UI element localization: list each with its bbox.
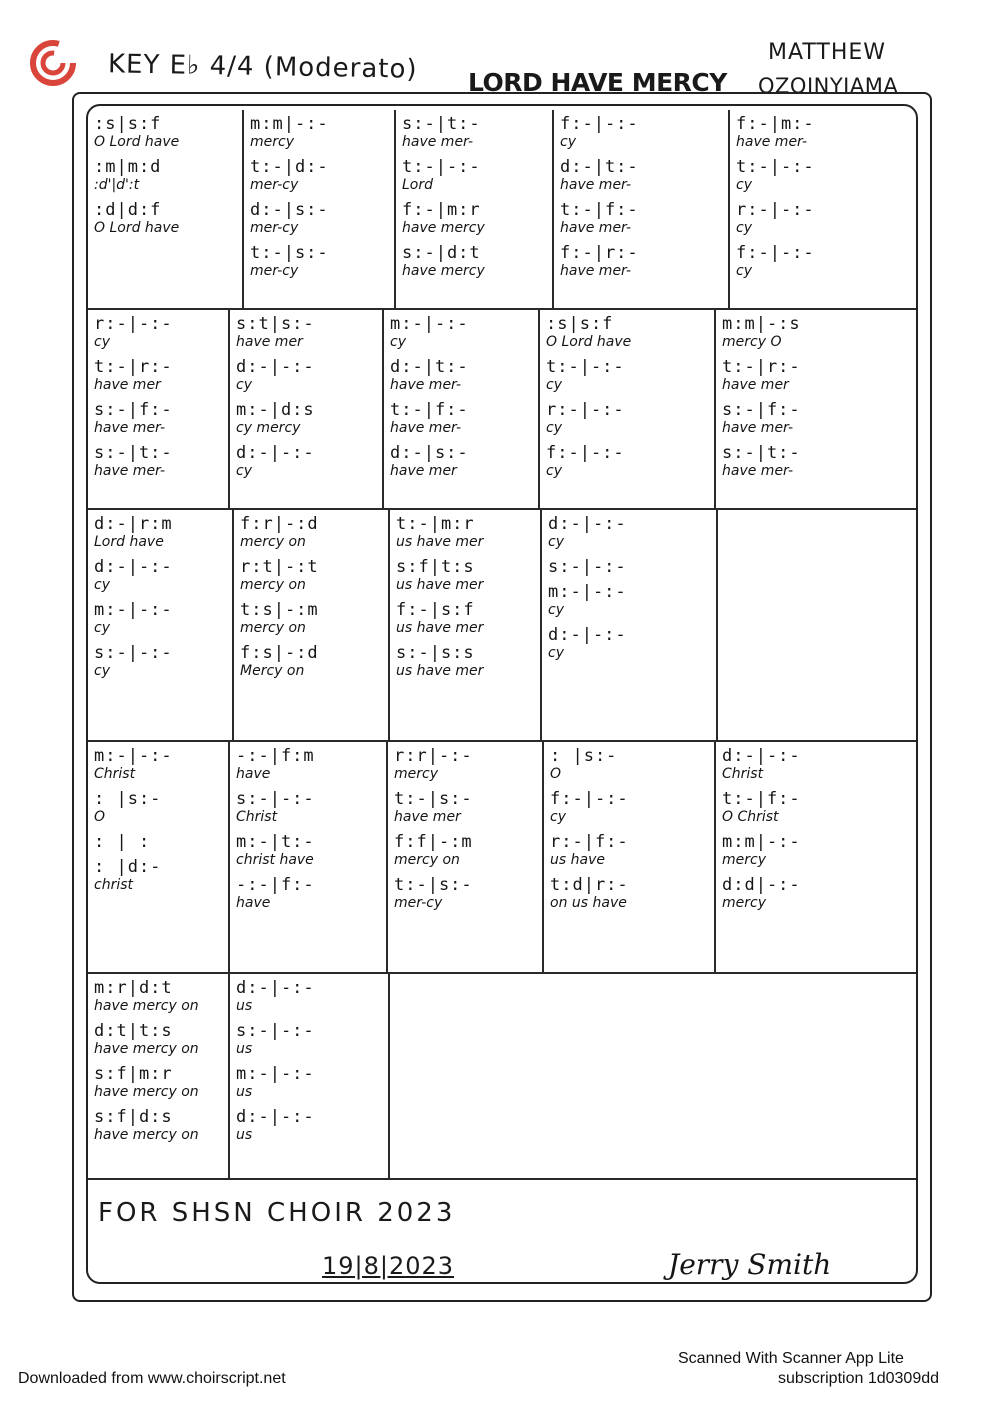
lyric-text: have mercy on xyxy=(94,1084,199,1100)
lyric-text: have xyxy=(236,766,271,782)
lyric-text: have mer xyxy=(390,463,457,479)
solfa-notes: d:-|s:- xyxy=(390,443,469,463)
lyric-text: cy xyxy=(548,645,564,661)
lyric-text: Christ xyxy=(722,766,764,782)
solfa-notes: t:-|s:- xyxy=(394,875,473,895)
solfa-notes: s:-|f:- xyxy=(722,400,801,420)
solfa-notes: f:r|-:d xyxy=(240,514,319,534)
solfa-notes: t:-|m:r xyxy=(396,514,475,534)
solfa-notes: f:-|m:- xyxy=(736,114,815,134)
solfa-notes: f:-|m:r xyxy=(402,200,481,220)
date: 19|8|2023 xyxy=(322,1252,455,1280)
lyric-text: O Christ xyxy=(722,809,779,825)
measure-cell xyxy=(88,310,230,508)
lyric-text: cy xyxy=(546,377,562,393)
solfa-notes: s:-|-:- xyxy=(94,643,173,663)
solfa-notes: f:-|-:- xyxy=(550,789,629,809)
measure-cell xyxy=(544,742,716,972)
lyric-text: cy xyxy=(390,334,406,350)
key-signature-line: KEY E♭ 4/4 (Moderato) xyxy=(107,49,418,85)
lyric-text: cy xyxy=(736,263,752,279)
lyric-text: us have xyxy=(550,852,605,868)
lyric-text: Christ xyxy=(236,809,278,825)
solfa-notes: : |d:- xyxy=(94,857,162,877)
solfa-notes: t:-|-:- xyxy=(402,157,481,177)
lyric-text: cy xyxy=(560,134,576,150)
lyric-text: us have mer xyxy=(396,663,484,679)
solfa-notes: d:-|r:m xyxy=(94,514,173,534)
solfa-notes: r:-|f:- xyxy=(550,832,629,852)
measure-cell xyxy=(230,310,384,508)
lyric-text: Mercy on xyxy=(240,663,305,679)
lyric-text: cy xyxy=(236,377,252,393)
solfa-notes: m:-|t:- xyxy=(236,832,315,852)
lyric-text: O Lord have xyxy=(546,334,632,350)
song-title: LORD HAVE MERCY xyxy=(468,68,727,97)
lyric-text: have mercy xyxy=(402,220,485,236)
solfa-notes: t:-|r:- xyxy=(94,357,173,377)
lyric-text: cy xyxy=(236,463,252,479)
solfa-notes: d:-|-:- xyxy=(236,443,315,463)
lyric-text: mercy xyxy=(250,134,294,150)
lyric-text: have mer- xyxy=(402,134,474,150)
lyric-text: O xyxy=(94,809,106,825)
lyric-text: Lord xyxy=(402,177,434,193)
solfa-notes: f:-|-:- xyxy=(546,443,625,463)
solfa-notes: -:-|f:m xyxy=(236,746,315,766)
measure-cell xyxy=(554,110,730,308)
measure-cell xyxy=(388,742,544,972)
lyric-text: O Lord have xyxy=(94,220,180,236)
download-credit: Downloaded from www.choirscript.net xyxy=(18,1370,286,1387)
solfa-notes: d:-|-:- xyxy=(236,357,315,377)
solfa-notes: t:d|r:- xyxy=(550,875,629,895)
solfa-notes: s:-|t:- xyxy=(94,443,173,463)
solfa-notes: d:-|t:- xyxy=(390,357,469,377)
solfa-notes: m:m|-:- xyxy=(722,832,801,852)
solfa-notes: s:-|f:- xyxy=(94,400,173,420)
measure-cell xyxy=(384,310,540,508)
lyric-text: have mer- xyxy=(722,463,794,479)
solfa-notes: m:m|-:- xyxy=(250,114,329,134)
score-row xyxy=(88,110,916,310)
lyric-text: cy xyxy=(548,534,564,550)
lyric-text: mer-cy xyxy=(394,895,443,911)
lyric-text: us have mer xyxy=(396,620,484,636)
solfa-notes: t:-|-:- xyxy=(736,157,815,177)
lyric-text: have mercy xyxy=(402,263,485,279)
solfa-notes: t:-|r:- xyxy=(722,357,801,377)
lyric-text: us xyxy=(236,1041,253,1057)
lyric-text: cy xyxy=(736,220,752,236)
solfa-notes: t:-|d:- xyxy=(250,157,329,177)
solfa-notes: s:-|d:t xyxy=(402,243,481,263)
lyric-text: have mercy on xyxy=(94,998,199,1014)
solfa-notes: t:-|s:- xyxy=(250,243,329,263)
solfa-notes: t:-|f:- xyxy=(560,200,639,220)
solfa-notes: s:-|-:- xyxy=(236,789,315,809)
solfa-notes: t:-|s:- xyxy=(394,789,473,809)
footer-divider xyxy=(88,1178,916,1180)
lyric-text: mercy xyxy=(722,852,766,868)
solfa-notes: s:f|t:s xyxy=(396,557,475,577)
choir-dedication: FOR SHSN CHOIR 2023 xyxy=(98,1198,456,1228)
lyric-text: have mer- xyxy=(560,220,632,236)
lyric-text: cy xyxy=(94,577,110,593)
lyric-text: have mer- xyxy=(560,177,632,193)
solfa-notes: r:-|-:- xyxy=(736,200,815,220)
solfa-notes: f:-|s:f xyxy=(396,600,475,620)
signature: Jerry Smith xyxy=(668,1248,832,1281)
composer-last-name: OZOINYIAMA xyxy=(758,74,899,98)
lyric-text: on us have xyxy=(550,895,627,911)
scanner-subscription: subscription 1d0309dd xyxy=(778,1370,940,1387)
lyric-text: us xyxy=(236,998,253,1014)
lyric-text: christ xyxy=(94,877,133,893)
solfa-notes: :s|s:f xyxy=(546,314,614,334)
lyric-text: mercy on xyxy=(394,852,460,868)
lyric-text: have mer- xyxy=(736,134,808,150)
solfa-notes: d:t|t:s xyxy=(94,1021,173,1041)
solfa-notes: m:-|-:- xyxy=(94,600,173,620)
measure-cell xyxy=(540,310,716,508)
scanner-credit: Scanned With Scanner App Lite xyxy=(678,1350,904,1367)
solfa-notes: r:r|-:- xyxy=(394,746,473,766)
solfa-notes: s:-|-:- xyxy=(236,1021,315,1041)
solfa-notes: s:f|m:r xyxy=(94,1064,173,1084)
solfa-notes: d:-|-:- xyxy=(548,514,627,534)
score-row xyxy=(88,310,916,510)
measure-cell xyxy=(88,742,230,972)
choirscript-logo-icon xyxy=(28,38,78,88)
lyric-text: cy xyxy=(548,602,564,618)
solfa-notes: t:s|-:m xyxy=(240,600,319,620)
solfa-notes: d:-|-:- xyxy=(236,1107,315,1127)
lyric-text: cy xyxy=(736,177,752,193)
solfa-notes: r:-|-:- xyxy=(546,400,625,420)
solfa-notes: d:-|t:- xyxy=(560,157,639,177)
solfa-notes: :m|m:d xyxy=(94,157,162,177)
solfa-notes: s:-|t:- xyxy=(722,443,801,463)
lyric-text: mercy xyxy=(394,766,438,782)
lyric-text: have mer xyxy=(722,377,789,393)
lyric-text: mer-cy xyxy=(250,220,299,236)
measure-cell xyxy=(730,110,916,308)
solfa-notes: -:-|f:- xyxy=(236,875,315,895)
solfa-notes: t:-|f:- xyxy=(390,400,469,420)
lyric-text: Lord have xyxy=(94,534,164,550)
lyric-text: mercy O xyxy=(722,334,782,350)
lyric-text: cy xyxy=(546,463,562,479)
solfa-notes: r:t|-:t xyxy=(240,557,319,577)
lyric-text: cy mercy xyxy=(236,420,301,436)
lyric-text: cy xyxy=(94,663,110,679)
solfa-notes: t:-|-:- xyxy=(546,357,625,377)
solfa-notes: d:-|-:- xyxy=(94,557,173,577)
lyric-text: have xyxy=(236,895,271,911)
solfa-notes: :d|d:f xyxy=(94,200,162,220)
solfa-notes: s:f|d:s xyxy=(94,1107,173,1127)
measure-cell xyxy=(396,110,554,308)
lyric-text: us xyxy=(236,1127,253,1143)
solfa-notes: f:-|r:- xyxy=(560,243,639,263)
lyric-text: have mer xyxy=(236,334,303,350)
lyric-text: us have mer xyxy=(396,577,484,593)
solfa-notes: d:-|-:- xyxy=(722,746,801,766)
solfa-notes: d:-|s:- xyxy=(250,200,329,220)
solfa-notes: f:s|-:d xyxy=(240,643,319,663)
lyric-text: have mer- xyxy=(560,263,632,279)
lyric-text: O Lord have xyxy=(94,134,180,150)
solfa-notes: m:r|d:t xyxy=(94,978,173,998)
measure-cell xyxy=(88,110,244,308)
lyric-text: cy xyxy=(546,420,562,436)
solfa-notes: t:-|f:- xyxy=(722,789,801,809)
measure-cell xyxy=(230,974,390,1178)
lyric-text: have mer- xyxy=(94,463,166,479)
solfa-notes: s:t|s:- xyxy=(236,314,315,334)
solfa-notes: m:-|-:- xyxy=(94,746,173,766)
lyric-text: O xyxy=(550,766,562,782)
solfa-notes: f:-|-:- xyxy=(560,114,639,134)
lyric-text: mercy on xyxy=(240,620,306,636)
solfa-notes: m:m|-:s xyxy=(722,314,801,334)
solfa-notes: s:-|-:- xyxy=(548,557,627,577)
solfa-notes: s:-|s:s xyxy=(396,643,475,663)
solfa-notes: r:-|-:- xyxy=(94,314,173,334)
solfa-notes: f:f|-:m xyxy=(394,832,473,852)
solfa-notes: d:-|-:- xyxy=(548,625,627,645)
measure-cell xyxy=(542,510,718,740)
lyric-text: christ have xyxy=(236,852,314,868)
solfa-notes: :s|s:f xyxy=(94,114,162,134)
score-row xyxy=(88,510,916,742)
measure-cell xyxy=(716,742,916,972)
lyric-text: mercy on xyxy=(240,577,306,593)
lyric-text: have mercy on xyxy=(94,1127,199,1143)
measure-cell xyxy=(718,510,916,740)
solfa-notes: d:-|-:- xyxy=(236,978,315,998)
lyric-text: mercy on xyxy=(240,534,306,550)
lyric-text: cy xyxy=(94,334,110,350)
lyric-text: Christ xyxy=(94,766,136,782)
solfa-notes: m:-|-:- xyxy=(236,1064,315,1084)
solfa-notes: m:-|d:s xyxy=(236,400,315,420)
lyric-text: have mer- xyxy=(390,377,462,393)
lyric-text: have mer- xyxy=(94,420,166,436)
lyric-text: mer-cy xyxy=(250,263,299,279)
lyric-text: :d'|d':t xyxy=(94,177,140,193)
solfa-notes: : |s:- xyxy=(94,789,162,809)
lyric-text: have mer xyxy=(394,809,461,825)
lyric-text: mercy xyxy=(722,895,766,911)
lyric-text: mer-cy xyxy=(250,177,299,193)
lyric-text: cy xyxy=(94,620,110,636)
measure-cell xyxy=(390,510,542,740)
lyric-text: have mer- xyxy=(390,420,462,436)
solfa-notes: s:-|t:- xyxy=(402,114,481,134)
solfa-notes: : | : xyxy=(94,832,151,852)
lyric-text: cy xyxy=(550,809,566,825)
solfa-notes: : |s:- xyxy=(550,746,618,766)
solfa-notes: m:-|-:- xyxy=(548,582,627,602)
lyric-text: have mer xyxy=(94,377,161,393)
lyric-text: have mercy on xyxy=(94,1041,199,1057)
composer-first-name: MATTHEW xyxy=(768,40,887,65)
measure-cell xyxy=(716,310,916,508)
measure-cell xyxy=(234,510,390,740)
solfa-notes: m:-|-:- xyxy=(390,314,469,334)
score-row xyxy=(88,742,916,974)
solfa-notes: d:d|-:- xyxy=(722,875,801,895)
measure-cell xyxy=(88,974,230,1178)
solfa-notes: f:-|-:- xyxy=(736,243,815,263)
measure-cell xyxy=(244,110,396,308)
lyric-text: us xyxy=(236,1084,253,1100)
score-row xyxy=(88,974,916,1178)
measure-cell xyxy=(230,742,388,972)
lyric-text: us have mer xyxy=(396,534,484,550)
lyric-text: have mer- xyxy=(722,420,794,436)
measure-cell xyxy=(88,510,234,740)
